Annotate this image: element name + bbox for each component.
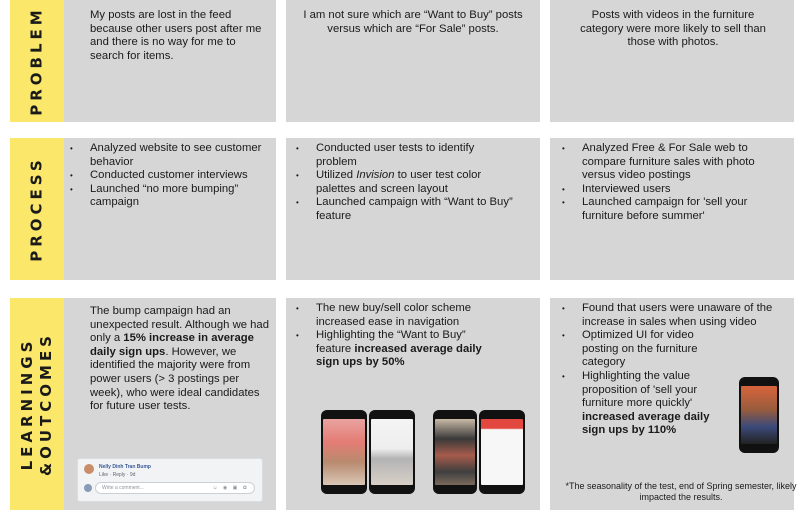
list-item	[562, 370, 732, 438]
avatar	[84, 464, 94, 474]
list-item-text: Highlighting the “Want to Buy” feature	[316, 329, 466, 355]
phone-mockup	[433, 410, 477, 494]
emoji-icons: ☺ ◉ ▣ ✿	[212, 485, 249, 491]
process-heading: PROCESS	[27, 156, 46, 262]
app-screen	[435, 419, 475, 485]
process-cell-2	[286, 138, 540, 280]
outcomes-highlight: increased average daily sign ups by 50%	[316, 342, 482, 369]
list-item: • Launched campaign with “Want to Buy” feature	[296, 196, 516, 223]
process-band	[10, 138, 64, 280]
learnings-band	[10, 298, 64, 510]
commenter-name: Nelly Dinh Tran Bump	[99, 464, 151, 470]
list-item: • Conducted customer interviews	[70, 169, 270, 183]
problem-text-1: My posts are lost in the feed because other users post after me and there is no way for me to search for items.	[90, 9, 262, 62]
problem-text-3: Posts with videos in the furniture category were more likely to sell than those with photos.	[580, 9, 766, 49]
outcomes-highlight: 15% increase in average daily sign ups	[90, 332, 254, 358]
list-item: • Analyzed Free & For Sale web to compare furniture sales with photo versus video postings	[562, 142, 774, 183]
problem-cell-1	[64, 0, 276, 122]
app-screen	[371, 419, 413, 485]
process-list-3	[562, 142, 774, 224]
outcomes-highlight: increased average daily sign ups by 110%	[582, 410, 710, 437]
list-item	[296, 169, 516, 196]
learnings-heading-line1: LEARNINGS	[18, 337, 36, 471]
app-screen	[323, 419, 365, 485]
list-item: • Launched “no more bumping” campaign	[70, 183, 270, 210]
footnote: *The seasonality of the test, end of Spring semester, likely impacted the results.	[565, 481, 797, 502]
list-item: • Analyzed website to see customer behavior	[70, 142, 270, 169]
phone-mockup	[321, 410, 367, 494]
list-item-text: Highlighting the value proposition of 'sell your furniture more quickly'	[582, 369, 698, 410]
outcomes-text: The bump campaign had an unexpected result. Although we had only a	[90, 305, 269, 345]
outcomes-text: . However, we identified the majority were from power users (> 3 postings per week), who were ideal candidates for future user tests.	[90, 345, 260, 413]
list-item-text: Utilized	[316, 169, 357, 182]
process-cell-3	[550, 138, 794, 280]
phone-mockup	[479, 410, 525, 494]
app-screen	[741, 386, 777, 444]
phone-mockup	[369, 410, 415, 494]
problem-band	[10, 0, 64, 122]
list-item: • Interviewed users	[562, 183, 774, 197]
learnings-heading-line2: &OUTCOMES	[37, 332, 55, 476]
list-item: • The new buy/sell color scheme increased ease in navigation	[296, 302, 492, 329]
learnings-heading	[18, 332, 56, 476]
comment-actions: Like · Reply · 9d	[99, 472, 136, 478]
problem-text-2: I am not sure which are “Want to Buy” posts versus which are “For Sale” posts.	[303, 9, 523, 35]
list-item: • Found that users were unaware of the increase in sales when using video	[562, 302, 780, 329]
process-list-1	[70, 142, 270, 210]
problem-cell-3	[550, 0, 794, 122]
problem-heading: PROBLEM	[27, 6, 46, 116]
phone-mockup	[739, 377, 779, 453]
invision-label: Invision	[356, 169, 395, 182]
list-item	[296, 329, 492, 370]
comment-placeholder: Write a comment...	[102, 485, 144, 491]
outcomes-list-2	[296, 302, 492, 370]
problem-cell-2	[286, 0, 540, 122]
list-item: • Launched campaign for 'sell your furniture before summer'	[562, 196, 774, 223]
list-item: • Optimized UI for video posting on the furniture category	[562, 329, 722, 370]
app-screen	[481, 419, 523, 485]
avatar	[84, 484, 92, 492]
facebook-comment-screenshot	[77, 458, 263, 502]
outcomes-text-1	[90, 305, 272, 414]
process-cell-1	[64, 138, 276, 280]
process-list-2	[296, 142, 516, 224]
list-item: • Conducted user tests to identify problem	[296, 142, 516, 169]
comment-input	[95, 482, 255, 494]
list-item-text: to user test color palettes and screen layout	[316, 169, 482, 195]
